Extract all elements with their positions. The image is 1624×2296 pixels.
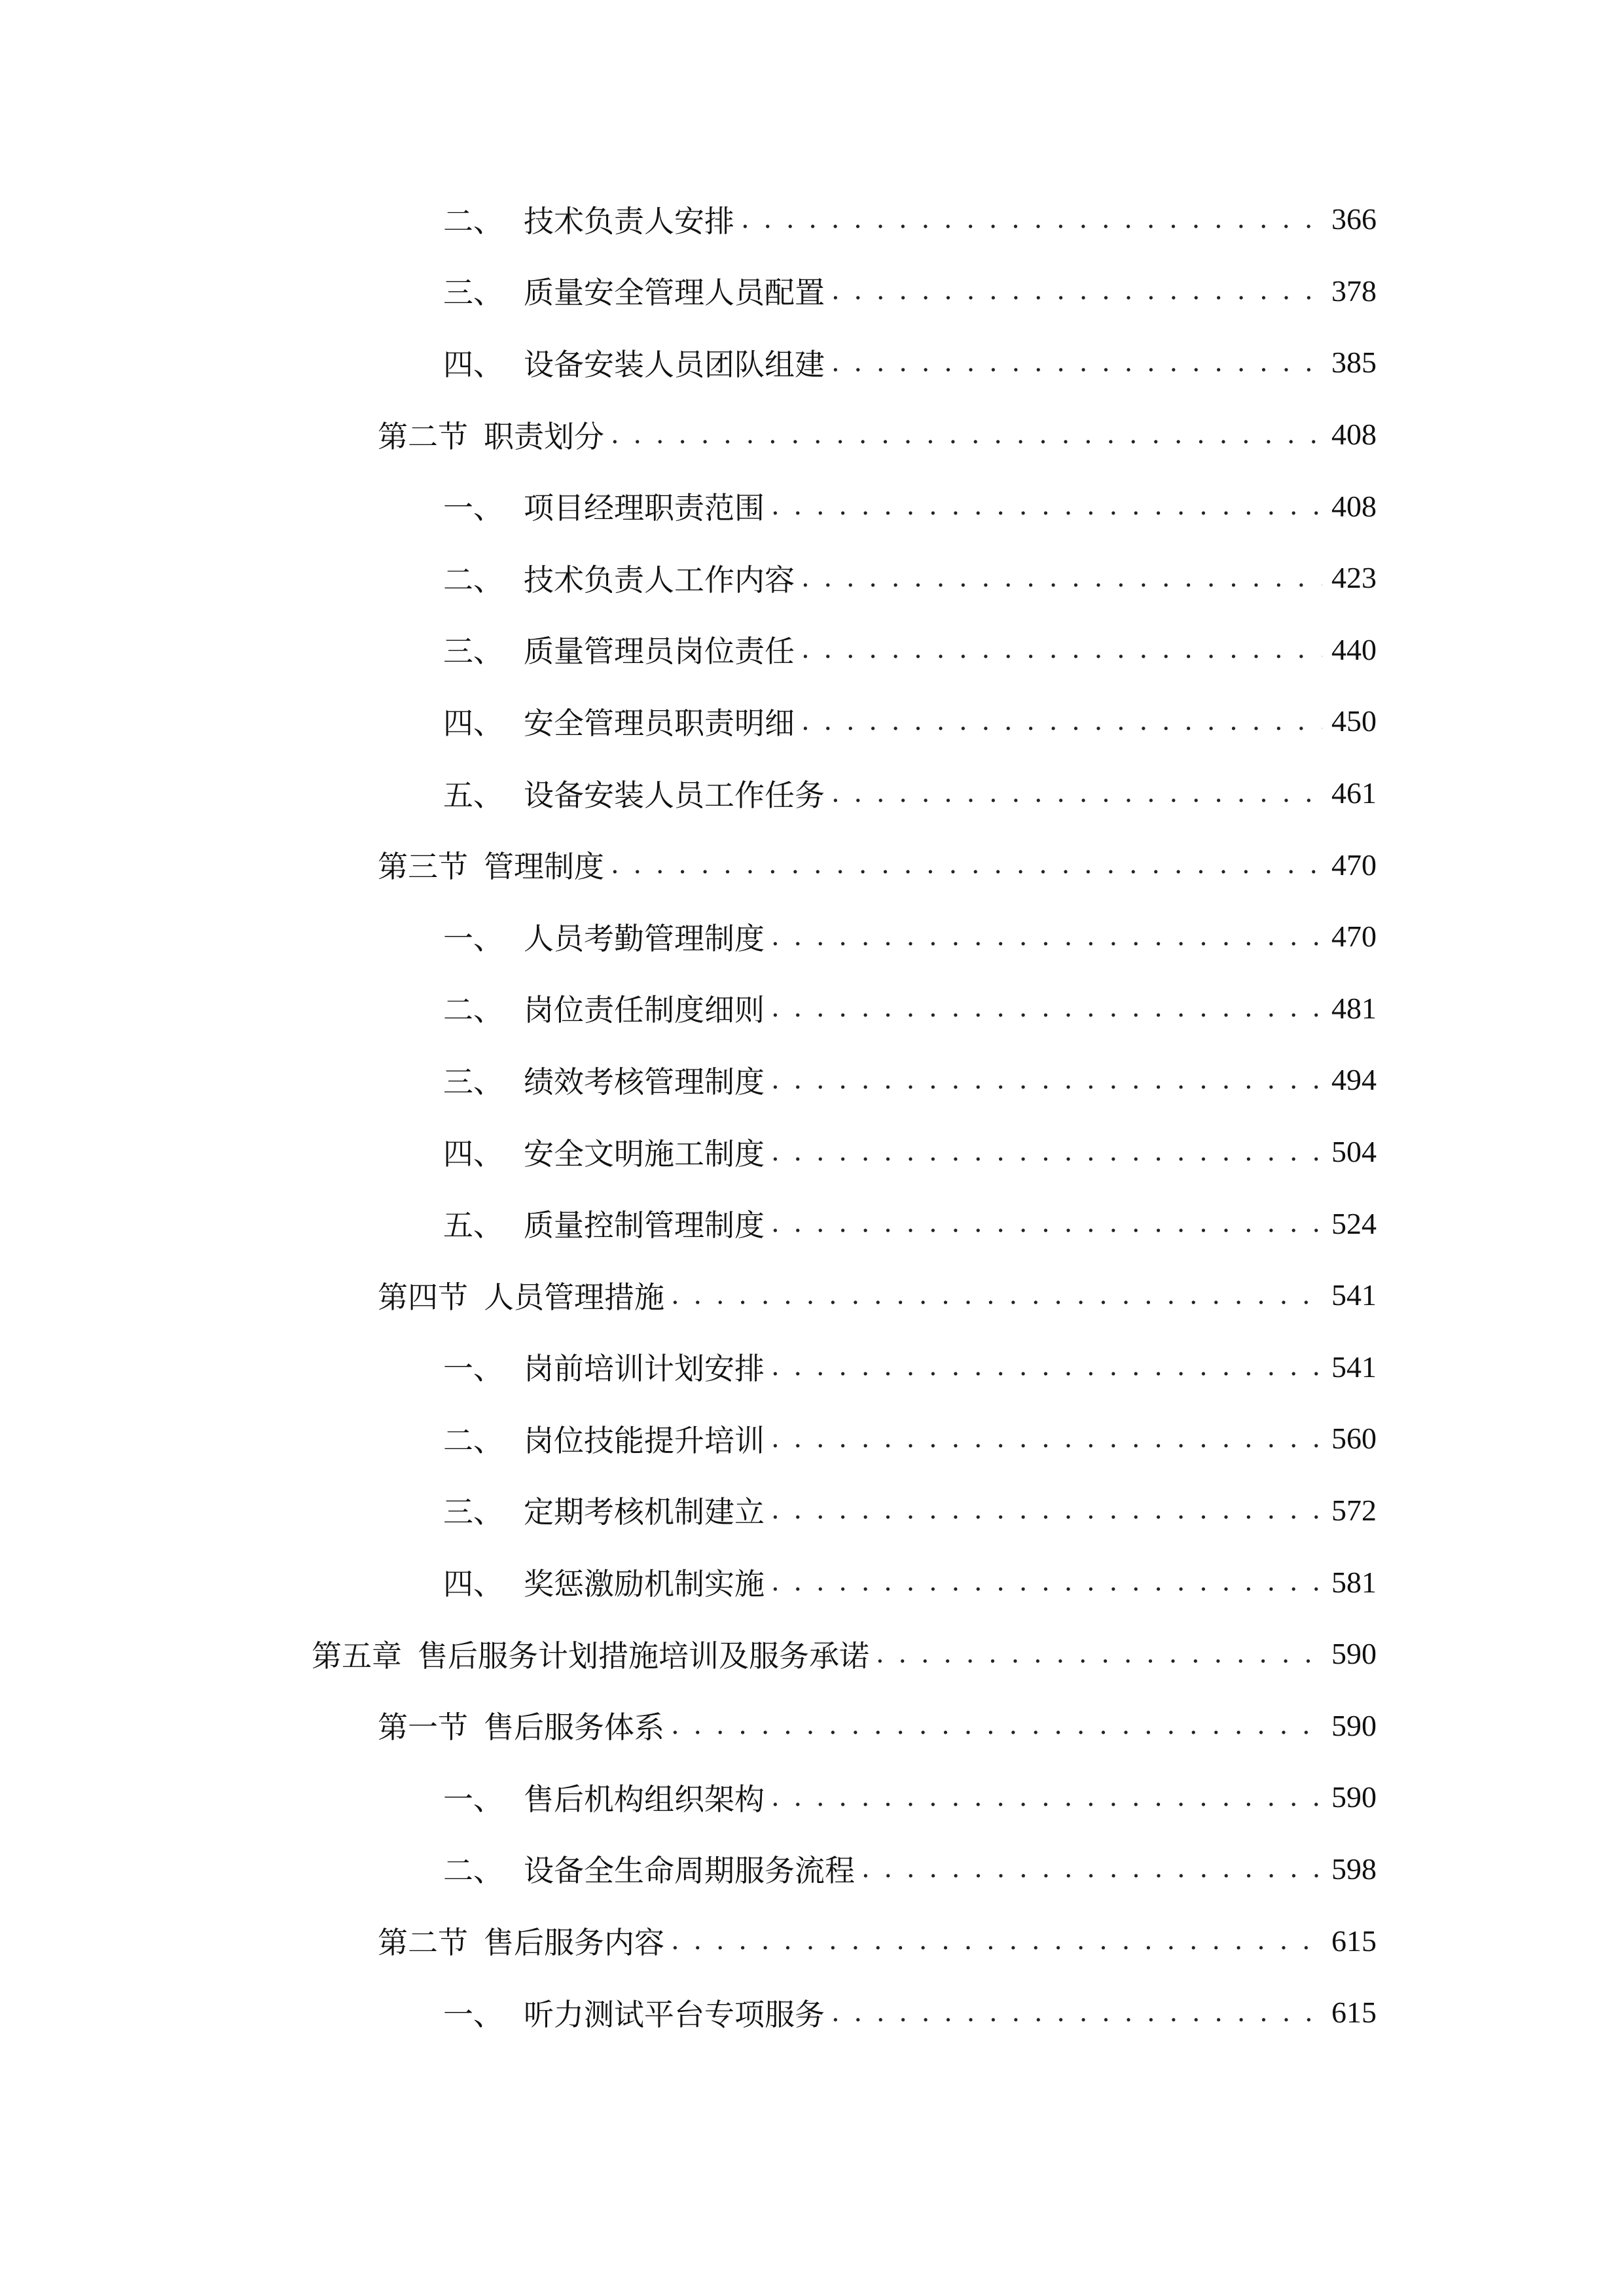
dot-leader xyxy=(671,1280,1322,1310)
toc-entry[interactable] xyxy=(0,1044,1624,1116)
toc-entry-page: 423 xyxy=(1331,561,1377,595)
toc-entry[interactable] xyxy=(0,1403,1624,1475)
toc-entry-number: 一、 xyxy=(443,1351,503,1387)
dot-leader xyxy=(861,1854,1322,1884)
toc-entry-title: 售后服务内容 xyxy=(484,1925,664,1961)
dot-leader xyxy=(771,1352,1322,1382)
toc-entry[interactable] xyxy=(0,901,1624,973)
toc-entry-number: 二、 xyxy=(443,1422,503,1458)
dot-leader xyxy=(611,850,1322,880)
toc-entry[interactable] xyxy=(0,685,1624,757)
toc-entry-title: 质量管理员岗位责任 xyxy=(524,634,795,670)
dot-leader xyxy=(671,1926,1322,1956)
toc-entry-page: 440 xyxy=(1331,632,1377,666)
toc-entry-title: 人员考勤管理制度 xyxy=(524,920,765,956)
toc-entry-page: 615 xyxy=(1331,1996,1377,2030)
dot-leader xyxy=(771,1137,1322,1167)
toc-entry-page: 408 xyxy=(1331,489,1377,523)
toc-entry-title: 项目经理职责范围 xyxy=(524,490,765,526)
toc-entry-title: 设备安装人员团队组建 xyxy=(524,346,825,382)
toc-entry[interactable] xyxy=(0,1977,1624,2049)
toc-entry-page: 366 xyxy=(1331,202,1377,236)
toc-entry-number: 第五章 xyxy=(312,1638,402,1674)
toc-entry-title: 管理制度 xyxy=(484,849,604,885)
dot-leader xyxy=(831,1998,1322,2028)
toc-entry[interactable] xyxy=(0,183,1624,255)
dot-leader xyxy=(801,563,1322,593)
toc-entry-number: 三、 xyxy=(443,275,503,311)
toc-entry-page: 598 xyxy=(1331,1852,1377,1886)
toc-entry-title: 定期考核机制建立 xyxy=(524,1494,765,1530)
toc-entry-number: 五、 xyxy=(443,777,503,813)
toc-entry[interactable] xyxy=(0,829,1624,901)
toc-entry[interactable] xyxy=(0,1331,1624,1403)
dot-leader xyxy=(611,420,1322,450)
toc-entry-title: 售后服务体系 xyxy=(484,1710,664,1746)
dot-leader xyxy=(741,204,1322,234)
toc-entry[interactable] xyxy=(0,1546,1624,1618)
toc-entry-title: 技术负责人安排 xyxy=(524,203,734,239)
toc-entry-page: 408 xyxy=(1331,418,1377,452)
toc-entry-number: 四、 xyxy=(443,705,503,741)
toc-entry-page: 590 xyxy=(1331,1637,1377,1671)
toc-entry-page: 615 xyxy=(1331,1924,1377,1958)
toc-entry-title: 岗位技能提升培训 xyxy=(524,1422,765,1458)
toc-entry-title: 技术负责人工作内容 xyxy=(524,562,795,598)
dot-leader xyxy=(771,1424,1322,1454)
toc-entry-title: 岗前培训计划安排 xyxy=(524,1351,765,1387)
toc-entry-page: 470 xyxy=(1331,848,1377,882)
toc-entry[interactable] xyxy=(0,399,1624,471)
toc-entry[interactable] xyxy=(0,1475,1624,1547)
toc-entry-number: 二、 xyxy=(443,562,503,598)
toc-entry-number: 二、 xyxy=(443,992,503,1028)
toc-entry-page: 590 xyxy=(1331,1708,1377,1742)
toc-entry-number: 一、 xyxy=(443,490,503,526)
dot-leader xyxy=(771,1208,1322,1238)
toc-entry-number: 三、 xyxy=(443,1064,503,1100)
toc-entry-number: 三、 xyxy=(443,634,503,670)
dot-leader xyxy=(771,1065,1322,1095)
toc-entry-number: 第二节 xyxy=(378,1925,468,1961)
toc-entry[interactable] xyxy=(0,327,1624,399)
toc-entry-number: 四、 xyxy=(443,1136,503,1172)
toc-entry[interactable] xyxy=(0,1259,1624,1331)
toc-entry-number: 四、 xyxy=(443,1566,503,1602)
dot-leader xyxy=(771,993,1322,1023)
toc-entry-title: 安全管理员职责明细 xyxy=(524,705,795,741)
toc-entry[interactable] xyxy=(0,542,1624,614)
toc-entry[interactable] xyxy=(0,1618,1624,1690)
toc-entry-number: 第四节 xyxy=(378,1279,468,1315)
toc-entry[interactable] xyxy=(0,1905,1624,1977)
dot-leader xyxy=(771,1495,1322,1525)
dot-leader xyxy=(876,1639,1322,1669)
toc-entry[interactable] xyxy=(0,757,1624,829)
toc-entry-number: 二、 xyxy=(443,1853,503,1889)
toc-entry[interactable] xyxy=(0,1689,1624,1761)
toc-entry-title: 质量安全管理人员配置 xyxy=(524,275,825,311)
toc-entry-number: 一、 xyxy=(443,920,503,956)
toc-entry-page: 590 xyxy=(1331,1780,1377,1814)
dot-leader xyxy=(771,922,1322,952)
dot-leader xyxy=(801,706,1322,736)
dot-leader xyxy=(831,276,1322,306)
toc-entry-page: 560 xyxy=(1331,1422,1377,1456)
toc-entry-page: 385 xyxy=(1331,346,1377,380)
toc-entry[interactable] xyxy=(0,973,1624,1045)
toc-entry-page: 450 xyxy=(1331,704,1377,738)
toc-entry-number: 三、 xyxy=(443,1494,503,1530)
toc-entry-page: 524 xyxy=(1331,1206,1377,1240)
table-of-contents xyxy=(0,183,1624,2048)
toc-entry-title: 设备安装人员工作任务 xyxy=(524,777,825,813)
toc-entry-title: 质量控制管理制度 xyxy=(524,1208,765,1244)
dot-leader xyxy=(771,1567,1322,1597)
toc-entry-title: 奖惩激励机制实施 xyxy=(524,1566,765,1602)
toc-entry-page: 494 xyxy=(1331,1063,1377,1097)
toc-entry-number: 四、 xyxy=(443,346,503,382)
dot-leader xyxy=(771,491,1322,521)
dot-leader xyxy=(831,778,1322,808)
toc-entry-title: 绩效考核管理制度 xyxy=(524,1064,765,1100)
dot-leader xyxy=(771,1782,1322,1812)
toc-entry[interactable] xyxy=(0,1833,1624,1905)
toc-entry-title: 人员管理措施 xyxy=(484,1279,664,1315)
toc-entry-number: 二、 xyxy=(443,203,503,239)
toc-entry-page: 541 xyxy=(1331,1350,1377,1384)
toc-entry-title: 岗位责任制度细则 xyxy=(524,992,765,1028)
toc-entry-number: 一、 xyxy=(443,1781,503,1817)
toc-entry-page: 572 xyxy=(1331,1493,1377,1527)
toc-entry-page: 504 xyxy=(1331,1135,1377,1169)
toc-entry-title: 售后服务计划措施培训及服务承诺 xyxy=(418,1638,869,1674)
toc-entry-number: 五、 xyxy=(443,1208,503,1244)
toc-entry-title: 安全文明施工制度 xyxy=(524,1136,765,1172)
toc-entry[interactable] xyxy=(0,614,1624,686)
toc-entry-title: 听力测试平台专项服务 xyxy=(524,1996,825,2032)
toc-entry-number: 一、 xyxy=(443,1996,503,2032)
toc-entry[interactable] xyxy=(0,1116,1624,1188)
dot-leader xyxy=(831,348,1322,378)
toc-entry[interactable] xyxy=(0,470,1624,542)
dot-leader xyxy=(671,1710,1322,1740)
toc-entry-page: 481 xyxy=(1331,991,1377,1025)
dot-leader xyxy=(801,634,1322,664)
toc-entry-page: 378 xyxy=(1331,274,1377,308)
toc-entry-page: 470 xyxy=(1331,920,1377,954)
toc-entry-page: 461 xyxy=(1331,776,1377,810)
toc-entry-title: 售后机构组织架构 xyxy=(524,1781,765,1817)
toc-entry[interactable] xyxy=(0,255,1624,327)
toc-entry-page: 541 xyxy=(1331,1278,1377,1312)
toc-entry-page: 581 xyxy=(1331,1565,1377,1599)
toc-entry-number: 第一节 xyxy=(378,1710,468,1746)
toc-entry-number: 第三节 xyxy=(378,849,468,885)
toc-entry[interactable] xyxy=(0,1187,1624,1259)
toc-entry-number: 第二节 xyxy=(378,418,468,454)
toc-entry[interactable] xyxy=(0,1761,1624,1833)
toc-entry-title: 设备全生命周期服务流程 xyxy=(524,1853,855,1889)
toc-entry-title: 职责划分 xyxy=(484,418,604,454)
